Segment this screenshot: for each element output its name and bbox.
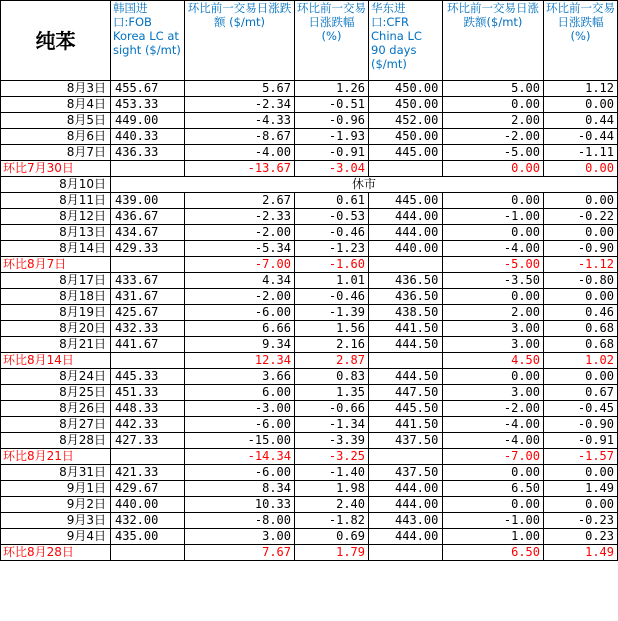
cfr-change-amount: -7.00 [443,449,544,465]
table-row [1,417,618,433]
cfr-change-pct: 1.49 [544,481,618,497]
summary-row [1,257,618,273]
fob-change-amount: 7.67 [185,545,295,561]
fob-change-amount: 3.66 [185,369,295,385]
fob-change-pct: -0.51 [295,97,369,113]
cfr-change-amount: -2.00 [443,129,544,145]
row-date: 8月11日 [1,193,111,209]
cfr-change-pct: 0.00 [544,465,618,481]
cfr-change-pct: 1.49 [544,545,618,561]
cfr-change-pct: 0.00 [544,369,618,385]
cfr-change-amount: 0.00 [443,289,544,305]
cfr-price: 444.50 [369,337,443,353]
header-cfr-change-pct: 环比前一交易日涨跌幅 (%) [544,1,618,81]
row-date: 8月26日 [1,401,111,417]
cfr-price: 445.50 [369,401,443,417]
cfr-price: 450.00 [369,97,443,113]
fob-change-pct: -1.39 [295,305,369,321]
table-row [1,97,618,113]
fob-price: 453.33 [111,97,185,113]
table-row [1,497,618,513]
cfr-change-amount: 0.00 [443,161,544,177]
cfr-change-pct: 0.46 [544,305,618,321]
fob-change-amount: -2.00 [185,225,295,241]
fob-price: 432.00 [111,513,185,529]
cfr-change-pct: 0.00 [544,289,618,305]
table-row [1,465,618,481]
fob-change-amount: -2.00 [185,289,295,305]
cfr-change-amount: 1.00 [443,529,544,545]
table-row [1,369,618,385]
fob-change-pct: -0.53 [295,209,369,225]
cfr-change-amount: -5.00 [443,145,544,161]
fob-price: 425.67 [111,305,185,321]
fob-change-pct: -1.40 [295,465,369,481]
cfr-change-pct: -0.44 [544,129,618,145]
fob-change-pct: -3.25 [295,449,369,465]
cfr-price: 444.00 [369,209,443,225]
cfr-price: 444.00 [369,225,443,241]
fob-change-amount: 6.00 [185,385,295,401]
fob-price [111,161,185,177]
summary-label: 环比8月28日 [1,545,111,561]
cfr-change-amount: 0.00 [443,369,544,385]
fob-price: 427.33 [111,433,185,449]
fob-price: 449.00 [111,113,185,129]
table-row [1,529,618,545]
row-date: 8月6日 [1,129,111,145]
cfr-change-pct: 0.00 [544,97,618,113]
table-row [1,305,618,321]
table-row [1,225,618,241]
row-date: 9月4日 [1,529,111,545]
cfr-change-amount: -4.00 [443,241,544,257]
row-date: 8月5日 [1,113,111,129]
cfr-change-amount: 3.00 [443,321,544,337]
cfr-price: 444.50 [369,369,443,385]
cfr-change-amount: -3.50 [443,273,544,289]
fob-change-pct: -0.46 [295,225,369,241]
cfr-change-amount: 2.00 [443,113,544,129]
cfr-change-pct: -0.90 [544,417,618,433]
cfr-change-pct: -1.12 [544,257,618,273]
summary-label: 环比7月30日 [1,161,111,177]
cfr-price [369,353,443,369]
cfr-change-amount: 2.00 [443,305,544,321]
fob-change-pct: 0.69 [295,529,369,545]
fob-price: 433.67 [111,273,185,289]
cfr-change-pct: -0.23 [544,513,618,529]
cfr-change-amount: 3.00 [443,385,544,401]
cfr-price: 437.50 [369,465,443,481]
cfr-change-pct: -0.91 [544,433,618,449]
fob-change-pct: 0.61 [295,193,369,209]
fob-price: 436.33 [111,145,185,161]
fob-change-pct: 1.26 [295,81,369,97]
fob-change-pct: -1.82 [295,513,369,529]
cfr-price: 443.00 [369,513,443,529]
cfr-change-pct: 0.67 [544,385,618,401]
cfr-change-amount: 3.00 [443,337,544,353]
table-row [1,145,618,161]
cfr-price [369,161,443,177]
row-date: 8月3日 [1,81,111,97]
cfr-change-pct: 1.12 [544,81,618,97]
row-date: 8月21日 [1,337,111,353]
cfr-change-amount: 6.50 [443,481,544,497]
fob-change-amount: -3.00 [185,401,295,417]
row-date: 8月20日 [1,321,111,337]
cfr-price: 441.50 [369,417,443,433]
header-cfr-change-amount: 环比前一交易日涨跌额($/mt) [443,1,544,81]
cfr-price: 436.50 [369,273,443,289]
fob-change-amount: 6.66 [185,321,295,337]
fob-change-pct: 2.87 [295,353,369,369]
fob-price: 440.33 [111,129,185,145]
summary-row [1,449,618,465]
cfr-change-amount: 0.00 [443,193,544,209]
fob-change-amount: 3.00 [185,529,295,545]
table-row [1,321,618,337]
row-date: 9月3日 [1,513,111,529]
fob-change-amount: 9.34 [185,337,295,353]
table-body [1,81,618,561]
row-date: 8月27日 [1,417,111,433]
row-date: 8月24日 [1,369,111,385]
header-cfr-china: 华东进口:CFR China LC 90 days ($/mt) [369,1,443,81]
table-row [1,209,618,225]
row-date: 8月31日 [1,465,111,481]
fob-change-pct: -3.04 [295,161,369,177]
fob-price: 451.33 [111,385,185,401]
row-date: 8月4日 [1,97,111,113]
cfr-price [369,449,443,465]
table-row [1,385,618,401]
cfr-change-pct: -1.11 [544,145,618,161]
fob-change-amount: 4.34 [185,273,295,289]
fob-change-pct: 2.40 [295,497,369,513]
table-row [1,273,618,289]
cfr-price: 452.00 [369,113,443,129]
row-date: 8月14日 [1,241,111,257]
fob-price: 441.67 [111,337,185,353]
cfr-change-pct: -0.90 [544,241,618,257]
table-row [1,433,618,449]
fob-price [111,545,185,561]
cfr-change-amount: -4.00 [443,417,544,433]
cfr-change-pct: -1.57 [544,449,618,465]
cfr-price: 441.50 [369,321,443,337]
table-row [1,113,618,129]
fob-change-amount: -14.34 [185,449,295,465]
fob-price: 432.33 [111,321,185,337]
fob-price: 421.33 [111,465,185,481]
row-date: 8月12日 [1,209,111,225]
fob-change-amount: -6.00 [185,417,295,433]
table-row [1,481,618,497]
table-row [1,81,618,97]
fob-change-amount: -6.00 [185,305,295,321]
fob-change-pct: 1.56 [295,321,369,337]
fob-change-amount: -7.00 [185,257,295,273]
cfr-price [369,257,443,273]
header-row [1,1,618,81]
fob-price: 448.33 [111,401,185,417]
fob-change-pct: 1.01 [295,273,369,289]
cfr-change-amount: 0.00 [443,497,544,513]
summary-row [1,545,618,561]
fob-change-amount: -5.34 [185,241,295,257]
summary-row [1,353,618,369]
fob-price: 445.33 [111,369,185,385]
cfr-change-pct: 0.44 [544,113,618,129]
row-date: 8月28日 [1,433,111,449]
cfr-change-amount: 4.50 [443,353,544,369]
cfr-price: 450.00 [369,81,443,97]
cfr-change-amount: -1.00 [443,513,544,529]
cfr-price: 447.50 [369,385,443,401]
fob-price [111,449,185,465]
fob-change-amount: -15.00 [185,433,295,449]
fob-change-pct: 1.35 [295,385,369,401]
fob-price [111,353,185,369]
fob-change-pct: 0.83 [295,369,369,385]
fob-change-amount: -6.00 [185,465,295,481]
table-row [1,193,618,209]
cfr-change-pct: 0.00 [544,225,618,241]
cfr-price: 444.00 [369,529,443,545]
fob-change-amount: 8.34 [185,481,295,497]
fob-price: 442.33 [111,417,185,433]
summary-row [1,161,618,177]
fob-price: 439.00 [111,193,185,209]
table-row [1,513,618,529]
row-date: 8月18日 [1,289,111,305]
market-closed-note: 休市 [111,177,618,193]
fob-change-pct: -1.23 [295,241,369,257]
cfr-change-pct: -0.80 [544,273,618,289]
cfr-price: 437.50 [369,433,443,449]
summary-label: 环比8月7日 [1,257,111,273]
fob-change-pct: -0.96 [295,113,369,129]
fob-change-amount: -8.67 [185,129,295,145]
cfr-change-amount: -4.00 [443,433,544,449]
row-date: 8月19日 [1,305,111,321]
row-date: 8月17日 [1,273,111,289]
header-fob-korea: 韩国进口:FOB Korea LC at sight ($/mt) [111,1,185,81]
fob-change-amount: 5.67 [185,81,295,97]
cfr-change-amount: 5.00 [443,81,544,97]
summary-label: 环比8月21日 [1,449,111,465]
fob-change-pct: -0.66 [295,401,369,417]
fob-change-amount: -2.34 [185,97,295,113]
cfr-price: 444.00 [369,497,443,513]
fob-change-amount: 2.67 [185,193,295,209]
cfr-price: 436.50 [369,289,443,305]
cfr-change-amount: 0.00 [443,97,544,113]
fob-price [111,257,185,273]
cfr-change-pct: 0.68 [544,337,618,353]
cfr-change-pct: 0.00 [544,497,618,513]
cfr-price: 440.00 [369,241,443,257]
fob-price: 429.67 [111,481,185,497]
cfr-price: 445.00 [369,145,443,161]
row-date: 8月7日 [1,145,111,161]
cfr-change-amount: 6.50 [443,545,544,561]
product-title: 纯苯 [1,1,111,81]
fob-change-amount: 10.33 [185,497,295,513]
fob-price: 440.00 [111,497,185,513]
table-row [1,129,618,145]
fob-change-amount: -4.00 [185,145,295,161]
fob-price: 435.00 [111,529,185,545]
fob-price: 431.67 [111,289,185,305]
row-date: 9月2日 [1,497,111,513]
row-date: 8月10日 [1,177,111,193]
cfr-change-amount: 0.00 [443,225,544,241]
fob-price: 455.67 [111,81,185,97]
cfr-change-amount: 0.00 [443,465,544,481]
cfr-change-pct: -0.45 [544,401,618,417]
fob-price: 436.67 [111,209,185,225]
fob-price: 429.33 [111,241,185,257]
cfr-change-pct: 0.00 [544,193,618,209]
table-row [1,401,618,417]
header-fob-change-amount: 环比前一交易日涨跌额 ($/mt) [185,1,295,81]
fob-change-amount: -2.33 [185,209,295,225]
closed-row [1,177,618,193]
fob-change-amount: -4.33 [185,113,295,129]
cfr-change-amount: -2.00 [443,401,544,417]
cfr-change-pct: -0.22 [544,209,618,225]
fob-change-pct: -1.93 [295,129,369,145]
summary-label: 环比8月14日 [1,353,111,369]
cfr-change-pct: 0.00 [544,161,618,177]
fob-change-pct: -3.39 [295,433,369,449]
fob-change-pct: 1.79 [295,545,369,561]
fob-change-amount: 12.34 [185,353,295,369]
row-date: 8月13日 [1,225,111,241]
cfr-change-pct: 1.02 [544,353,618,369]
fob-change-pct: -1.60 [295,257,369,273]
cfr-price: 438.50 [369,305,443,321]
fob-price: 434.67 [111,225,185,241]
row-date: 8月25日 [1,385,111,401]
table-row [1,337,618,353]
header-fob-change-pct: 环比前一交易日涨跌幅 (%) [295,1,369,81]
fob-change-pct: -1.34 [295,417,369,433]
fob-change-amount: -13.67 [185,161,295,177]
table-row [1,289,618,305]
fob-change-amount: -8.00 [185,513,295,529]
row-date: 9月1日 [1,481,111,497]
cfr-change-amount: -1.00 [443,209,544,225]
cfr-change-pct: 0.23 [544,529,618,545]
fob-change-pct: 1.98 [295,481,369,497]
fob-change-pct: -0.46 [295,289,369,305]
table-row [1,241,618,257]
fob-change-pct: 2.16 [295,337,369,353]
cfr-change-pct: 0.68 [544,321,618,337]
cfr-price: 445.00 [369,193,443,209]
fob-change-pct: -0.91 [295,145,369,161]
cfr-price: 450.00 [369,129,443,145]
cfr-change-amount: -5.00 [443,257,544,273]
cfr-price: 444.00 [369,481,443,497]
cfr-price [369,545,443,561]
